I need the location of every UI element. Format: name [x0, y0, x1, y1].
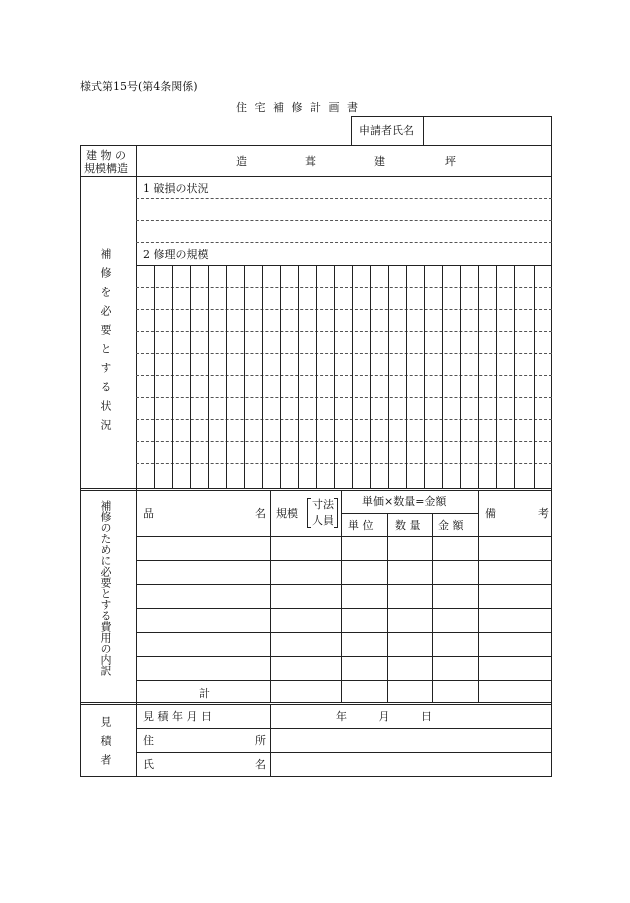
grid-row-line-4 — [136, 353, 552, 354]
estimator-name-label-2: 名 — [255, 758, 266, 771]
cost-item-header: 品 — [143, 507, 154, 520]
cost-bottom-line — [80, 702, 552, 703]
grid-col-line — [190, 265, 191, 488]
estimator-section-label: 見積者 — [99, 716, 112, 773]
structure-bottom-line — [80, 176, 552, 177]
cost-section-label: 補修のために必要とする費用の内訳 — [99, 500, 112, 676]
cost-price-header: 単価×数量=金額 — [362, 495, 447, 508]
cost-col-line-unit — [387, 513, 388, 702]
cost-row-line — [136, 632, 552, 633]
address-label-2: 所 — [255, 734, 266, 747]
estimator-row-line — [136, 728, 552, 729]
grid-row-line-8 — [136, 441, 552, 442]
grid-col-line — [154, 265, 155, 488]
cost-row-line — [136, 680, 552, 681]
scale-bracket-right — [334, 498, 338, 528]
damage-line-3 — [136, 242, 552, 243]
scale-bracket-left — [307, 498, 311, 528]
grid-row-line-2 — [136, 309, 552, 310]
cost-scale-sub-people: 人員 — [312, 514, 334, 527]
estimate-date-value: 年 月 日 — [336, 710, 446, 723]
cost-header-bottom-line — [136, 536, 552, 537]
cost-row-line — [136, 656, 552, 657]
cost-unit-header: 単 位 — [348, 519, 374, 532]
grid-col-line — [514, 265, 515, 488]
grid-col-line — [226, 265, 227, 488]
cost-qty-header: 数 量 — [395, 519, 421, 532]
address-label: 住 — [143, 734, 154, 747]
repair-section-label: 補修を必要とする状況 — [99, 248, 112, 438]
grid-row-line-9 — [136, 463, 552, 464]
applicant-label: 申請者氏名 — [359, 124, 414, 137]
structure-roof-label: 葺 — [305, 155, 316, 168]
grid-col-line — [352, 265, 353, 488]
estimator-col-line — [270, 704, 271, 777]
grid-col-line — [316, 265, 317, 488]
cost-col-line-qty — [432, 513, 433, 702]
cost-row-line — [136, 584, 552, 585]
structure-label-line1: 建 物 の — [86, 149, 126, 162]
repair-bottom-line-2 — [80, 490, 552, 491]
cost-col-line-scale — [341, 490, 342, 702]
cost-scale-sub-size: 寸法 — [312, 498, 334, 511]
grid-col-line — [442, 265, 443, 488]
grid-row-line-5 — [136, 375, 552, 376]
damage-line-2 — [136, 220, 552, 221]
cost-row-line — [136, 608, 552, 609]
cost-col-line-amount — [478, 490, 479, 702]
label-column-divider — [136, 145, 137, 777]
grid-col-line — [262, 265, 263, 488]
grid-col-line — [298, 265, 299, 488]
grid-col-line — [172, 265, 173, 488]
grid-col-line — [478, 265, 479, 488]
grid-top-line — [136, 265, 552, 266]
grid-col-line — [496, 265, 497, 488]
estimate-date-label: 見 積 年 月 日 — [143, 710, 212, 723]
cost-item-header-2: 名 — [255, 507, 266, 520]
grid-col-line — [406, 265, 407, 488]
grid-col-line — [424, 265, 425, 488]
form-number: 様式第15号(第4条関係) — [80, 80, 198, 93]
cost-bottom-line-2 — [80, 704, 552, 705]
structure-material-label: 造 — [236, 155, 247, 168]
page-title: 住 宅 補 修 計 画 書 — [236, 101, 360, 114]
grid-col-line — [280, 265, 281, 488]
cost-notes-header: 備 — [485, 507, 496, 520]
repair-bottom-line — [80, 488, 552, 489]
cost-row-line — [136, 560, 552, 561]
estimator-name-label: 氏 — [143, 758, 154, 771]
cost-amount-header: 金 額 — [438, 519, 464, 532]
applicant-divider — [423, 116, 424, 146]
structure-building-label: 建 — [374, 155, 385, 168]
grid-col-line — [460, 265, 461, 488]
grid-col-line — [208, 265, 209, 488]
grid-row-line-7 — [136, 419, 552, 420]
grid-row-line-6 — [136, 397, 552, 398]
cost-subheader-line — [341, 513, 478, 514]
grid-col-line — [388, 265, 389, 488]
cost-total-label: 計 — [199, 687, 210, 700]
grid-col-line — [370, 265, 371, 488]
damage-line-1 — [136, 198, 552, 199]
structure-label-line2: 規模構造 — [84, 162, 128, 175]
cost-col-line-item — [270, 490, 271, 702]
grid-row-line-1 — [136, 287, 552, 288]
damage-status-label: 1 破損の状況 — [143, 182, 209, 195]
grid-col-line — [244, 265, 245, 488]
grid-row-line-3 — [136, 331, 552, 332]
structure-area-label: 坪 — [445, 155, 456, 168]
estimator-row-line — [136, 752, 552, 753]
grid-col-line — [534, 265, 535, 488]
repair-scale-label: 2 修理の規模 — [143, 248, 209, 261]
cost-scale-header: 規模 — [276, 507, 298, 520]
cost-notes-header-2: 考 — [538, 507, 549, 520]
grid-col-line — [334, 265, 335, 488]
